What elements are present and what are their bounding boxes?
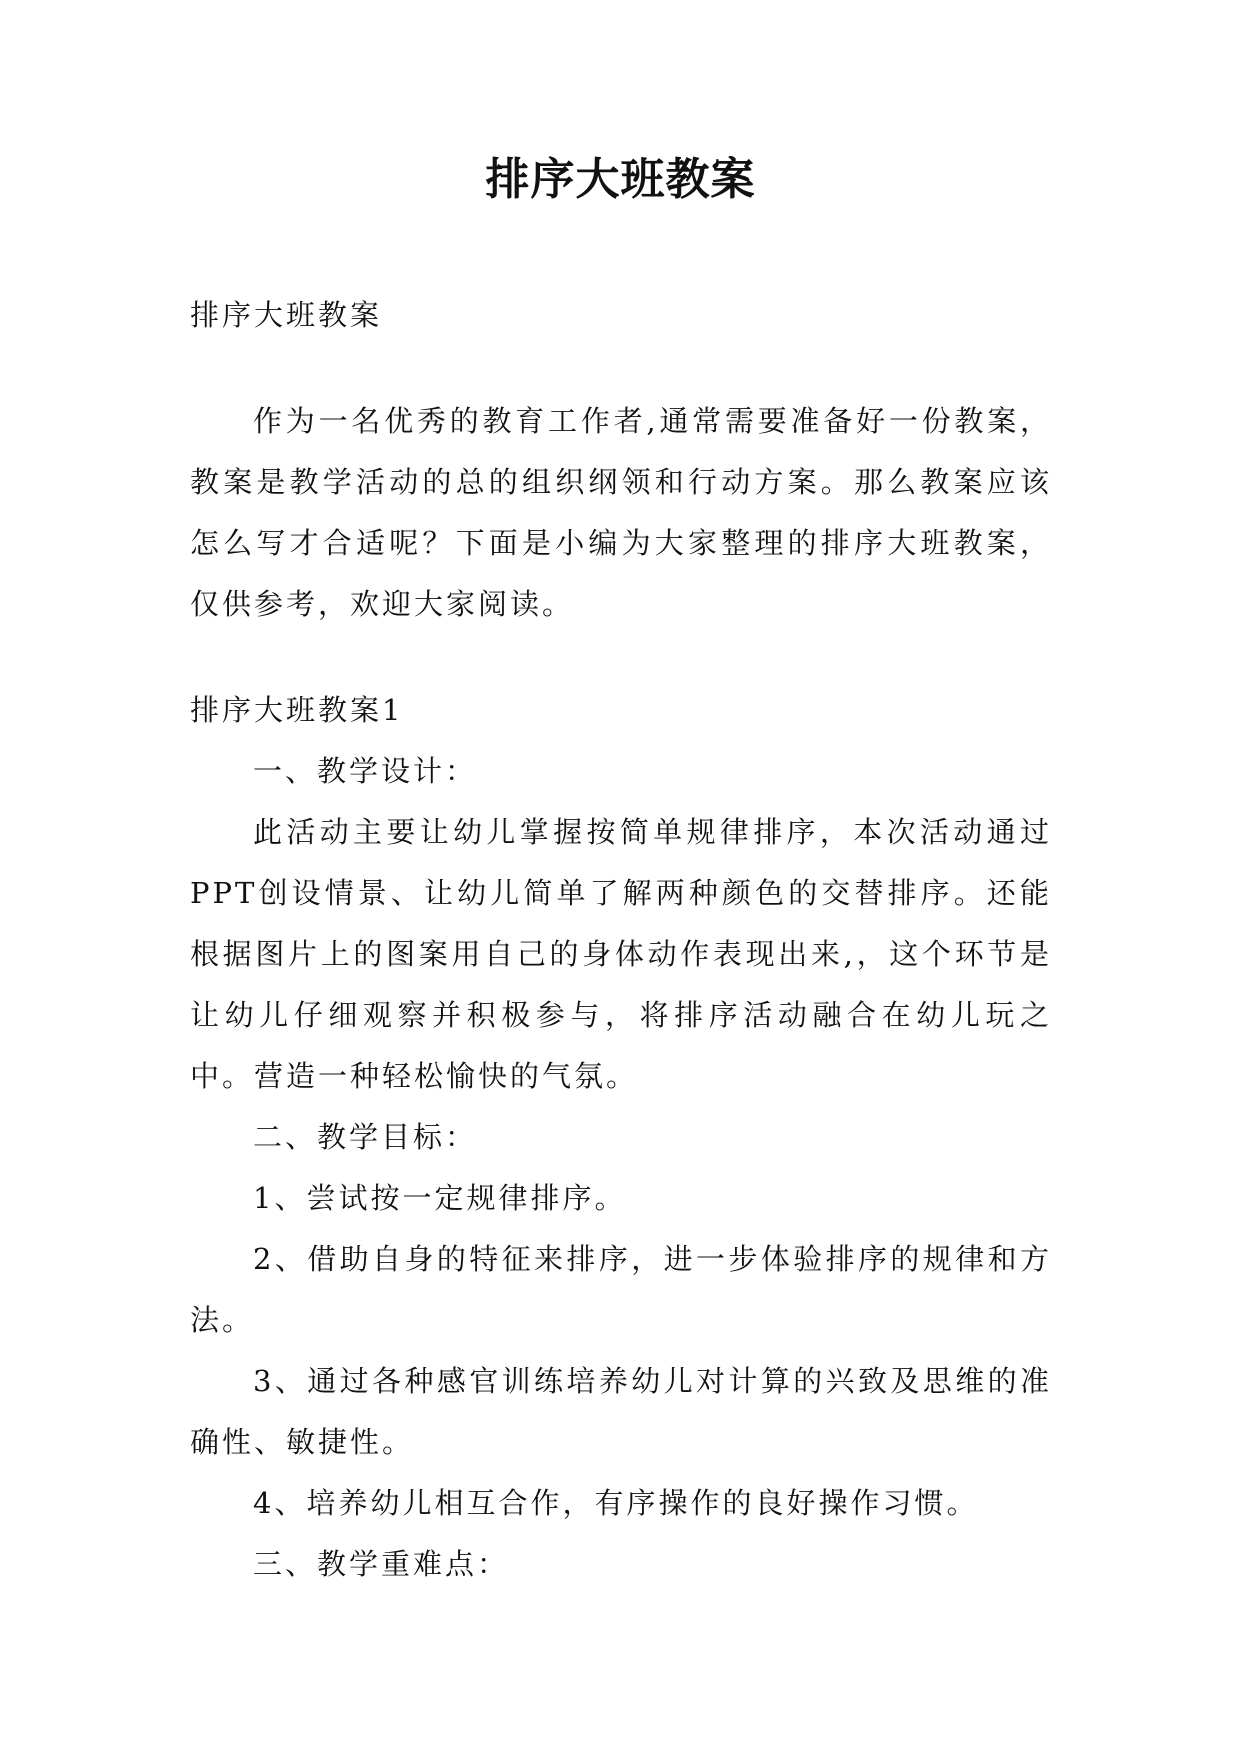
design-paragraph: 此活动主要让幼儿掌握按简单规律排序，本次活动通过PPT创设情景、让幼儿简单了解两种颜色的交替排序。还能根据图片上的图案用自己的身体动作表现出来,，这个环节是让幼儿仔细观察并积极参与，将排序活动融合在幼儿玩之中。营造一种轻松愉快的气氛。: [190, 815, 1052, 1093]
goal-item-3: 3、通过各种感官训练培养幼儿对计算的兴致及思维的准确性、敏捷性。: [190, 1364, 1052, 1459]
document-title: 排序大班教案: [485, 154, 756, 205]
part-heading-goals: 二、教学目标：: [253, 1120, 478, 1154]
goal-item-1: 1、尝试按一定规律排序。: [253, 1181, 627, 1215]
document-body: [190, 285, 1052, 1595]
intro-paragraph: 作为一名优秀的教育工作者,通常需要准备好一份教案，教案是教学活动的总的组织纲领和行动方案。那么教案应该怎么写才合适呢？下面是小编为大家整理的排序大班教案，仅供参考，欢迎大家阅读。: [190, 404, 1052, 621]
goal-item-4: 4、培养幼儿相互合作，有序操作的良好操作习惯。: [253, 1486, 979, 1520]
part-heading-design: 一、教学设计：: [253, 754, 478, 788]
goal-item-2: 2、借助自身的特征来排序，进一步体验排序的规律和方法。: [190, 1242, 1052, 1337]
section-heading: 排序大班教案1: [190, 693, 404, 727]
subtitle-paragraph: 排序大班教案: [190, 298, 383, 332]
part-heading-keypoints: 三、教学重难点：: [253, 1547, 510, 1581]
